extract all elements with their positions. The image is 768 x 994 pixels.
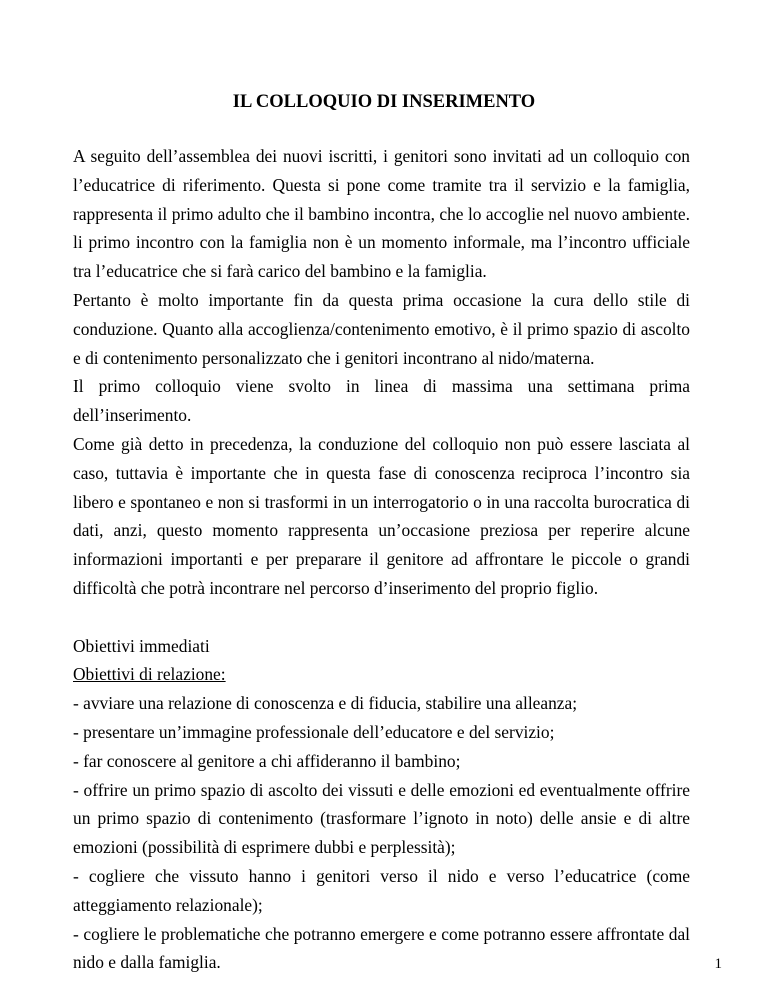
paragraph-timing: Il primo colloquio viene svolto in linea di massima una settimana prima dell’inserimento. (73, 376, 690, 426)
paragraph-conduction: Pertanto è molto importante fin da questa prima occasione la cura dello stile di conduzione. Quanto alla accoglienza/contenimento emotivo, è il primo spazio di ascolto e di contenimento personalizzato che i genitori incontrano al nido/materna. (73, 289, 690, 368)
page-number: 1 (714, 956, 722, 972)
bullet-item: - offrire un primo spazio di ascolto dei vissuti e delle emozioni ed eventualmente offrire un primo spazio di contenimento (trasformare l’ignoto in noto) delle ansie e di altre emozioni (possibilità di esprimere dubbi e perplessità); (73, 779, 690, 858)
bullet-item: - avviare una relazione di conoscenza e di fiducia, stabilire una alleanza; (73, 693, 578, 714)
paragraph-approach: Come già detto in precedenza, la conduzione del colloquio non può essere lasciata al caso, tuttavia è importante che in questa fase di conoscenza reciproca l’incontro sia libero e spontaneo e non si trasformi in un interrogatorio o in una raccolta burocratica di dati, anzi, questo momento rappresenta un’occasione preziosa per reperire alcune informazioni importanti e per preparare il genitore ad affrontare le piccole o grandi difficoltà che potrà incontrare nel percorso d’inserimento del proprio figlio. (73, 433, 690, 598)
bullet-item: - cogliere che vissuto hanno i genitori verso il nido e verso l’educatrice (come atteggiamento relazionale); (73, 865, 690, 915)
document-title: IL COLLOQUIO DI INSERIMENTO (232, 92, 536, 112)
document-body (73, 142, 690, 977)
section-heading: Obiettivi immediati (73, 635, 210, 656)
paragraph-intro: A seguito dell’assemblea dei nuovi iscritti, i genitori sono invitati ad un colloquio con l’educatrice di riferimento. Questa si pone come tramite tra il servizio e la famiglia, rappresenta il primo adulto che il bambino incontra, che lo accoglie nel nuovo ambiente. li primo incontro con la famiglia non è un momento informale, ma l’incontro ufficiale tra l’educatrice che si farà carico del bambino e la famiglia. (73, 146, 690, 282)
bullet-item: - presentare un’immagine professionale dell’educatore e del servizio; (73, 721, 555, 742)
bullet-item: - cogliere le problematiche che potranno emergere e come potranno essere affrontate dal nido e dalla famiglia. (73, 923, 690, 973)
bullet-item: - far conoscere al genitore a chi affideranno il bambino; (73, 750, 461, 771)
subsection-heading: Obiettivi di relazione: (73, 664, 226, 685)
blank-line (73, 603, 690, 632)
